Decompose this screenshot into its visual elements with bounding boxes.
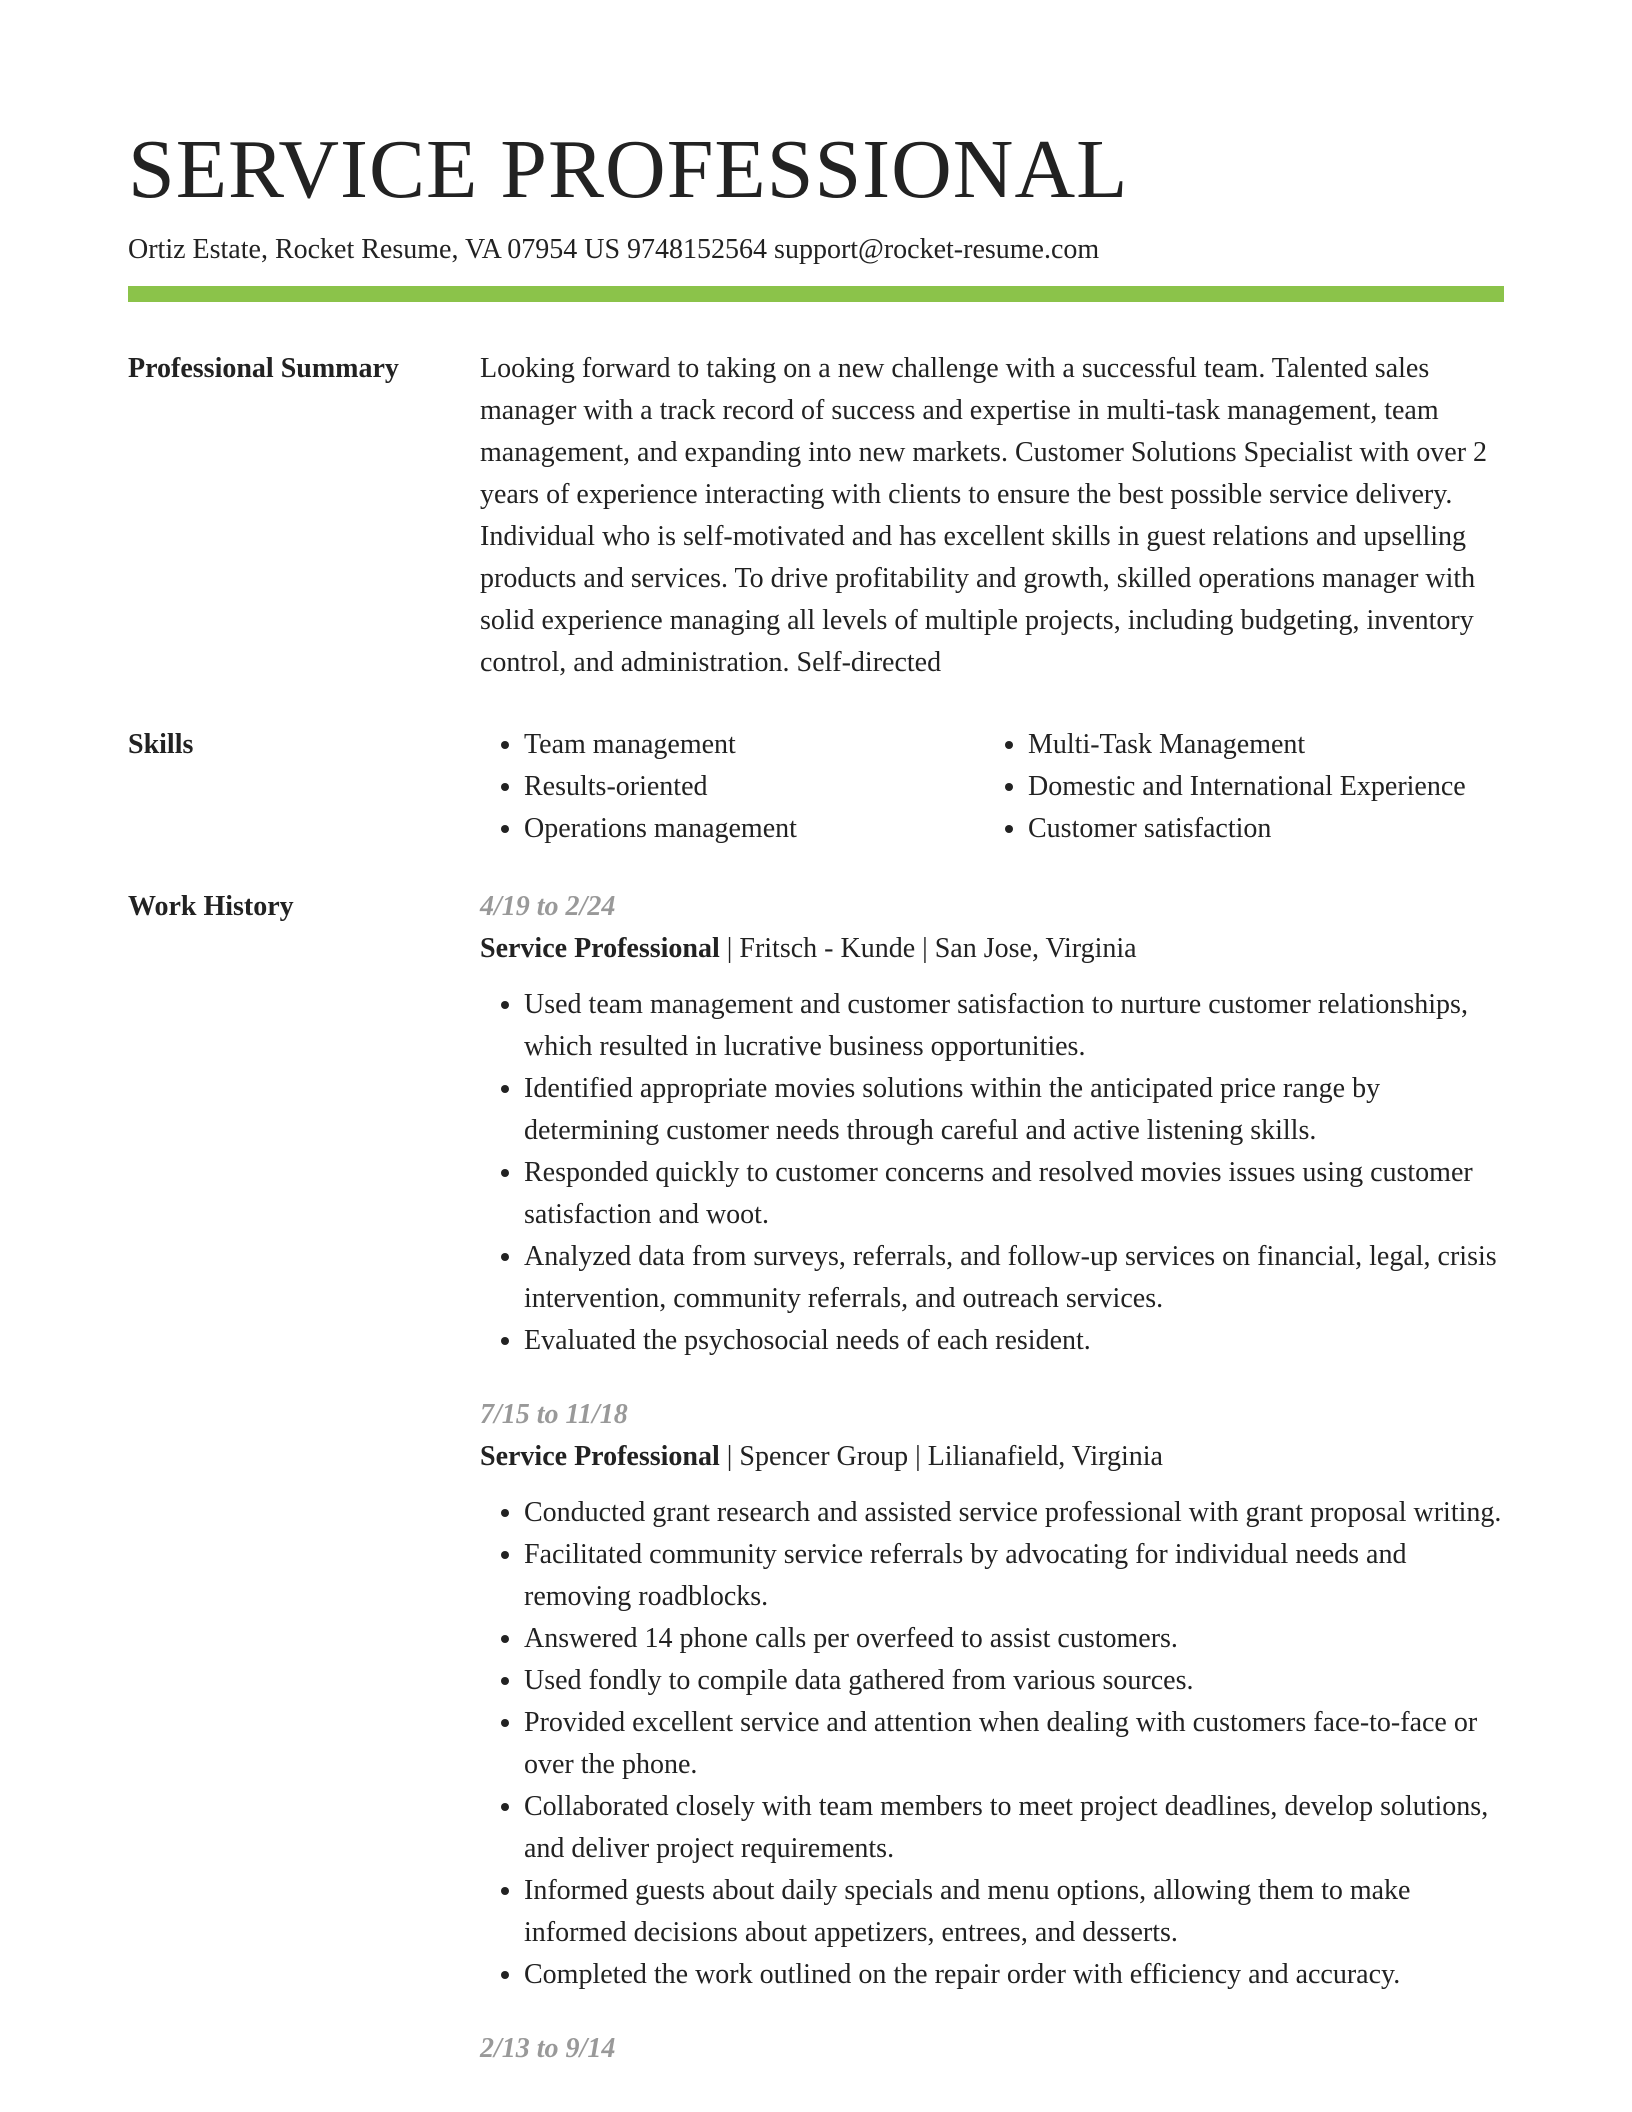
skill-item: • Customer satisfaction xyxy=(1028,808,1504,850)
summary-section xyxy=(128,348,1504,684)
job-bullet: • Answered 14 phone calls per overfeed to assist customers. xyxy=(524,1618,1504,1660)
job-bullet: • Completed the work outlined on the repair order with efficiency and accuracy. xyxy=(524,1954,1504,1996)
contact-address: Ortiz Estate, Rocket Resume, VA 07954 US xyxy=(128,234,621,265)
job-bullet: • Facilitated community service referrals by advocating for individual needs and removing roadblocks. xyxy=(524,1534,1504,1618)
skill-item: • Multi-Task Management xyxy=(1028,724,1504,766)
skills-list-left xyxy=(480,724,984,850)
job-bullet: • Identified appropriate movies solutions within the anticipated price range by determining customer needs through careful and active listening skills. xyxy=(524,1068,1504,1152)
job-bullet: • Used fondly to compile data gathered from various sources. xyxy=(524,1660,1504,1702)
job-bullets xyxy=(480,1492,1504,1996)
skill-item: • Team management xyxy=(524,724,984,766)
summary-heading: Professional Summary xyxy=(128,353,399,384)
job-heading xyxy=(480,928,1504,970)
job-bullet: • Provided excellent service and attention when dealing with customers face-to-face or over the phone. xyxy=(524,1702,1504,1786)
job-bullet: • Responded quickly to customer concerns and resolved movies issues using customer satisfaction and woot. xyxy=(524,1152,1504,1236)
job-heading xyxy=(480,1436,1504,1478)
job-bullets xyxy=(480,984,1504,1362)
skill-item: • Results-oriented xyxy=(524,766,984,808)
job-title: Service Professional xyxy=(480,933,720,964)
job-dates: 2/13 to 9/14 xyxy=(480,2033,616,2064)
job-bullet: • Evaluated the psychosocial needs of each resident. xyxy=(524,1320,1504,1362)
resume-name: SERVICE PROFESSIONAL xyxy=(128,123,1129,216)
job-dates: 7/15 to 11/18 xyxy=(480,1399,628,1430)
job-details: | Fritsch - Kunde | San Jose, Virginia xyxy=(719,933,1137,964)
work-history-section xyxy=(128,886,1504,2102)
job-dates: 4/19 to 2/24 xyxy=(480,891,616,922)
job-bullet: • Informed guests about daily specials and menu options, allowing them to make informed decisions about appetizers, entrees, and desserts. xyxy=(524,1870,1504,1954)
job-bullet: • Used team management and customer satisfaction to nurture customer relationships, which resulted in lucrative business opportunities. xyxy=(524,984,1504,1068)
skill-item: • Operations management xyxy=(524,808,984,850)
contact-line xyxy=(128,230,1504,270)
summary-text: Looking forward to taking on a new challenge with a successful team. Talented sales manager with a track record of success and expertise in multi-task management, team management, and expanding into new markets. Customer Solutions Specialist with over 2 years of experience interacting with clients to ensure the best possible service delivery. Individual who is self-motivated and has excellent skills in guest relations and upselling products and services. To drive profitability and growth, skilled operations manager with solid experience managing all levels of multiple projects, including budgeting, inventory control, and administration. Self-directed xyxy=(480,353,1488,678)
job-entry xyxy=(480,886,1504,1362)
contact-email: support@rocket-resume.com xyxy=(774,234,1100,265)
accent-divider xyxy=(128,286,1504,302)
job-entry xyxy=(480,1394,1504,1996)
skills-section xyxy=(128,724,1504,850)
work-history-heading: Work History xyxy=(128,891,294,922)
job-bullet: • Collaborated closely with team members to meet project deadlines, develop solutions, and deliver project requirements. xyxy=(524,1786,1504,1870)
job-details: | Spencer Group | Lilianafield, Virginia xyxy=(719,1441,1163,1472)
skills-heading: Skills xyxy=(128,729,194,760)
job-bullet: • Conducted grant research and assisted service professional with grant proposal writing. xyxy=(524,1492,1504,1534)
job-entry xyxy=(480,2028,1504,2070)
resume-page xyxy=(128,120,1504,2102)
skill-item: • Domestic and International Experience xyxy=(1028,766,1504,808)
job-title: Service Professional xyxy=(480,1441,720,1472)
skills-list-right xyxy=(984,724,1504,850)
job-bullet: • Analyzed data from surveys, referrals, and follow-up services on financial, legal, crisis intervention, community referrals, and outreach services. xyxy=(524,1236,1504,1320)
contact-phone: 9748152564 xyxy=(627,234,768,265)
